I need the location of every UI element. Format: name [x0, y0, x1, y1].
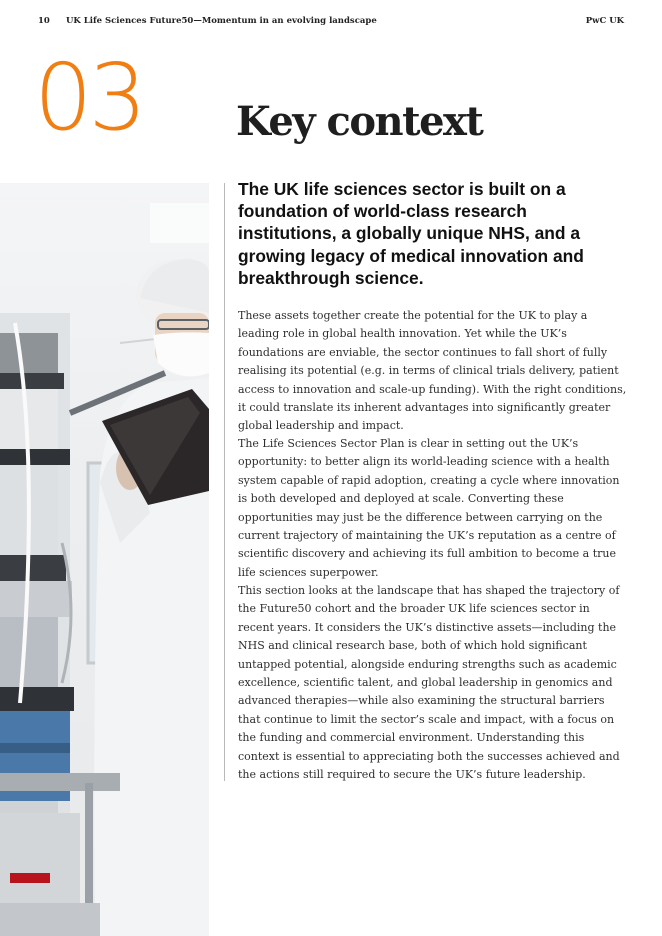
body-paragraph-2: The Life Sciences Sector Plan is clear in setting out the UK’s opportunity: to better align its world-leading science with a health system capable of rapid adoption, creating a cycle where innovation is both developed and deployed at scale. Converting these opportunities may just be the difference between carrying on the current trajectory of maintaining the UK’s reputation as a centre of scientific discovery and achieving its full ambition to become a true life sciences superpower. — [238, 437, 620, 579]
page-title: Key context — [236, 98, 483, 145]
publication-title: UK Life Sciences Future50—Momentum in an evolving landscape — [66, 16, 377, 26]
body-paragraph-3: This section looks at the landscape that has shaped the trajectory of the Future50 cohort and the broader UK life sciences sector in recent years. It considers the UK’s distinctive assets—including the NHS and clinical research base, both of which hold significant untapped potential, alongside enduring strengths such as academic excellence, scientific talent, and global leadership in genomics and advanced therapies—while also examining the structural barriers that continue to limit the sector’s scale and impact, with a focus on the funding and commercial environment. Understanding this context is essential to appreciating both the successes achieved and the actions still required to secure the UK’s future leadership. — [238, 584, 620, 782]
running-header — [38, 16, 377, 26]
vertical-divider — [224, 183, 225, 781]
chapter-number: 03 — [34, 44, 144, 151]
page-number: 10 — [38, 16, 50, 26]
body-paragraph-1: These assets together create the potential for the UK to play a leading role in global health innovation. Yet while the UK’s foundations are enviable, the sector continues to fall short of fully realising its potential (e.g. in terms of clinical trials delivery, patient access to innovation and scale-up funding). With the right conditions, it could translate its inherent advantages into significantly greater global leadership and impact. — [238, 309, 627, 433]
lead-paragraph: The UK life sciences sector is built on a foundation of world-class research institutions, a globally unique NHS, and a growing legacy of medical innovation and breakthrough science. — [238, 179, 584, 288]
brand-label: PwC UK — [585, 16, 624, 26]
lab-scientist-photo — [0, 183, 209, 936]
